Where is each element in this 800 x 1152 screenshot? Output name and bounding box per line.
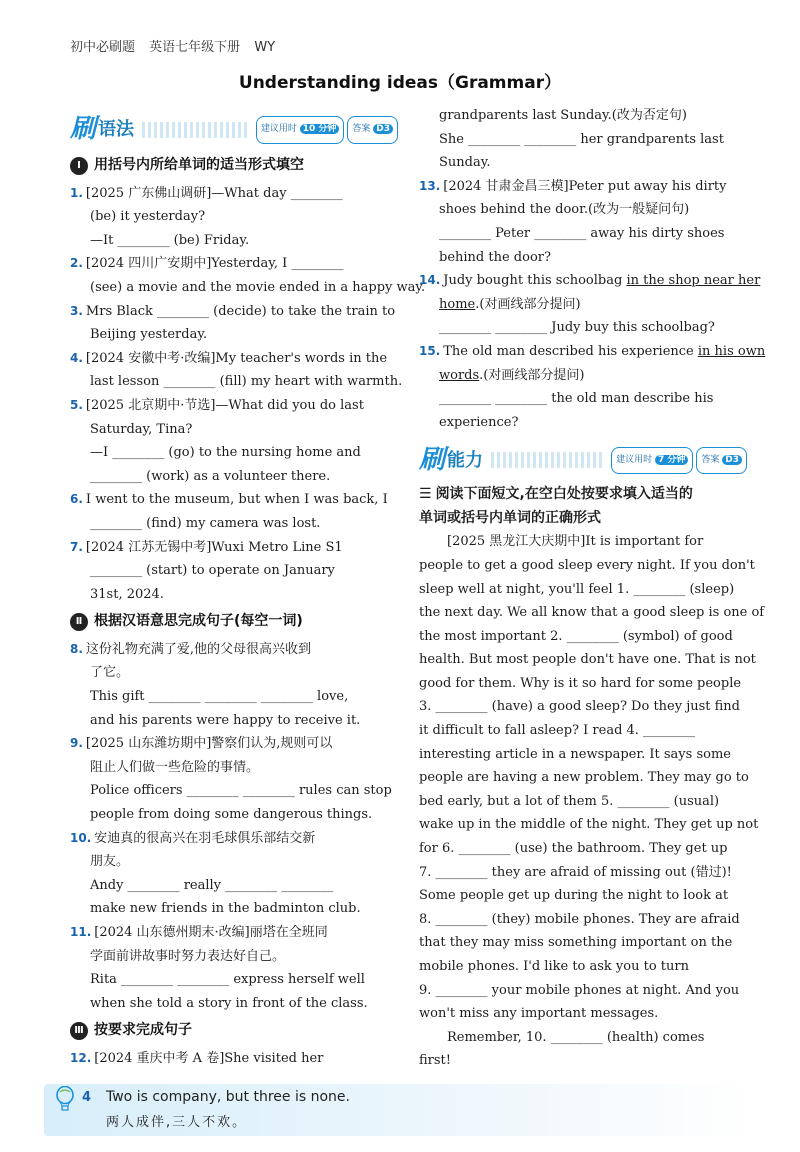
passage-line: won't miss any important messages.	[419, 1006, 659, 1022]
passage-line: 8. ________ (they) mobile phones. They are afraid	[419, 911, 740, 927]
ability-title: 能力	[447, 449, 484, 471]
passage-line: the most important 2. ________ (symbol) of good	[419, 628, 733, 644]
book-name: 初中必刷题	[70, 40, 136, 55]
passage-line: the next day. We all know that a good sleep is one of	[419, 605, 765, 621]
subject-name: 英语七年级下册	[149, 40, 241, 55]
passage-line: Some people get up during the night to look at	[419, 888, 729, 904]
question-1: 1. [2025 广东佛山调研]—What day ________ (be) it yesterday? —It ________ (be) Friday.	[70, 185, 343, 248]
left-column	[70, 104, 426, 1071]
section-number-badge: Ⅲ	[70, 1022, 88, 1040]
edition: WY	[254, 40, 276, 55]
grammar-banner	[70, 110, 398, 150]
right-column	[419, 104, 766, 1073]
time-tag: 建议用时 10 分钟	[256, 116, 345, 144]
question-9: 9. [2025 山东潍坊期中]警察们认为,规则可以 阻止人们做一些危险的事情。 Police officers ________ ________ rules can stop people from doing some dangerous things.	[70, 736, 392, 823]
section-2-heading: Ⅱ 根据汉语意思完成句子(每空一词)	[70, 610, 398, 634]
question-8: 8. 这份礼物充满了爱,他的父母很高兴收到 了它。 This gift ________ ________ ________ love, and his parents were happy to receive it.	[70, 641, 361, 728]
question-11: 11. [2024 山东德州期末·改编]丽塔在全班同 学面前讲故事时努力表达好自己。 Rita ________ ________ express herself well when she told a story in front of the class.	[70, 925, 368, 1011]
passage-line: [2025 黑龙江大庆期中]It is important for	[447, 534, 704, 550]
time-tag: 建议用时 7 分钟	[611, 447, 693, 475]
question-2: 2. [2024 四川广安期中]Yesterday, I ________ (see) a movie and the movie ended in a happy way.	[70, 256, 426, 295]
page-number: 4	[82, 1090, 92, 1105]
passage-line: for 6. ________ (use) the bathroom. They get up	[419, 841, 728, 857]
reading-passage	[419, 530, 765, 1073]
section-3-heading: Ⅲ 按要求完成句子	[70, 1019, 398, 1043]
reading-instruction: ☰ 阅读下面短文,在空白处按要求填入适当的 单词或括号内单词的正确形式	[419, 486, 693, 527]
section-1-heading: Ⅰ 用括号内所给单词的适当形式填空	[70, 154, 398, 178]
page-footer	[44, 1084, 756, 1136]
question-3: 3. Mrs Black ________ (decide) to take the train to Beijing yesterday.	[70, 303, 396, 343]
passage-line: sleep well at night, you'll feel 1. ________ (sleep)	[419, 581, 735, 597]
question-12-start: 12. [2024 重庆中考 A 卷]She visited her	[70, 1050, 324, 1066]
passage-line: people to get a good sleep every night. If you don't	[419, 557, 755, 573]
passage-line: it difficult to fall asleep? I read 4. ________	[419, 723, 696, 739]
question-10: 10. 安迪真的很高兴在羽毛球俱乐部结交新 朋友。 Andy ________ really ________ ________ make new friends in the badminton club.	[70, 830, 361, 917]
passage-line: wake up in the middle of the night. They get up not	[419, 817, 759, 833]
passage-line: first!	[419, 1053, 452, 1069]
passage-line: that they may miss something important on the	[419, 935, 733, 951]
banner-stripes	[142, 122, 247, 138]
section-number-badge: Ⅰ	[70, 157, 88, 175]
answer-tag: 答案 D3	[347, 116, 398, 144]
question-4: 4. [2024 安徽中考·改编]My teacher's words in the last lesson ________ (fill) my heart with warmth.	[70, 350, 403, 390]
grammar-badge: 刷	[70, 114, 97, 145]
passage-line: health. But most people don't have one. That is not	[419, 652, 756, 668]
ability-badge: 刷	[419, 444, 446, 475]
question-12-cont: grandparents last Sunday.(改为否定句) She ________ ________ her grandparents last Sunday.	[439, 108, 724, 171]
section-number-badge: Ⅱ	[70, 613, 88, 631]
question-7: 7. [2024 江苏无锡中考]Wuxi Metro Line S1 ________ (start) to operate on January 31st, 2024.	[70, 539, 343, 602]
question-14: 14. Judy bought this schoolbag in the shop near her home.(对画线部分提问) ________ ________ Judy buy this schoolbag?	[419, 273, 761, 336]
question-6: 6. I went to the museum, but when I was back, I ________ (find) my camera was lost.	[70, 492, 388, 531]
passage-line: good for them. Why is it so hard for some people	[419, 675, 742, 691]
passage-line: Remember, 10. ________ (health) comes	[447, 1029, 705, 1045]
answer-tag: 答案 D3	[696, 447, 747, 475]
banner-stripes	[491, 452, 602, 468]
proverb-english: Two is company, but three is none.	[106, 1089, 350, 1105]
book-icon: ☰	[419, 486, 432, 503]
grammar-title: 语法	[98, 119, 135, 141]
question-13: 13. [2024 甘肃金昌三模]Peter put away his dirty shoes behind the door.(改为一般疑问句) ________ Peter ________ away his dirty shoes behind the door?	[419, 178, 727, 265]
running-header	[70, 36, 285, 55]
page-title: Understanding ideas（Grammar）	[238, 73, 562, 93]
passage-line: bed early, but a lot of them 5. ________ (usual)	[419, 793, 720, 809]
passage-line: interesting article in a newspaper. It says some	[419, 746, 731, 762]
proverb-chinese: 两人成伴,三人不欢。	[106, 1115, 248, 1130]
balloon-icon	[54, 1086, 76, 1112]
ability-banner	[419, 440, 747, 480]
passage-line: 3. ________ (have) a good sleep? Do they just find	[419, 699, 741, 715]
question-5: 5. [2025 北京期中·节选]—What did you do last Saturday, Tina? —I ________ (go) to the nursing home and ________ (work) as a volunteer there.	[70, 397, 364, 484]
passage-line: people are having a new problem. They may go to	[419, 770, 749, 786]
question-15: 15. The old man described his experience in his own words.(对画线部分提问) ________ ________ the old man describe his experience?	[419, 343, 766, 430]
passage-line: mobile phones. I'd like to ask you to turn	[419, 959, 689, 974]
passage-line: 7. ________ they are afraid of missing out (错过)!	[419, 864, 732, 880]
passage-line: 9. ________ your mobile phones at night. And you	[419, 982, 740, 998]
